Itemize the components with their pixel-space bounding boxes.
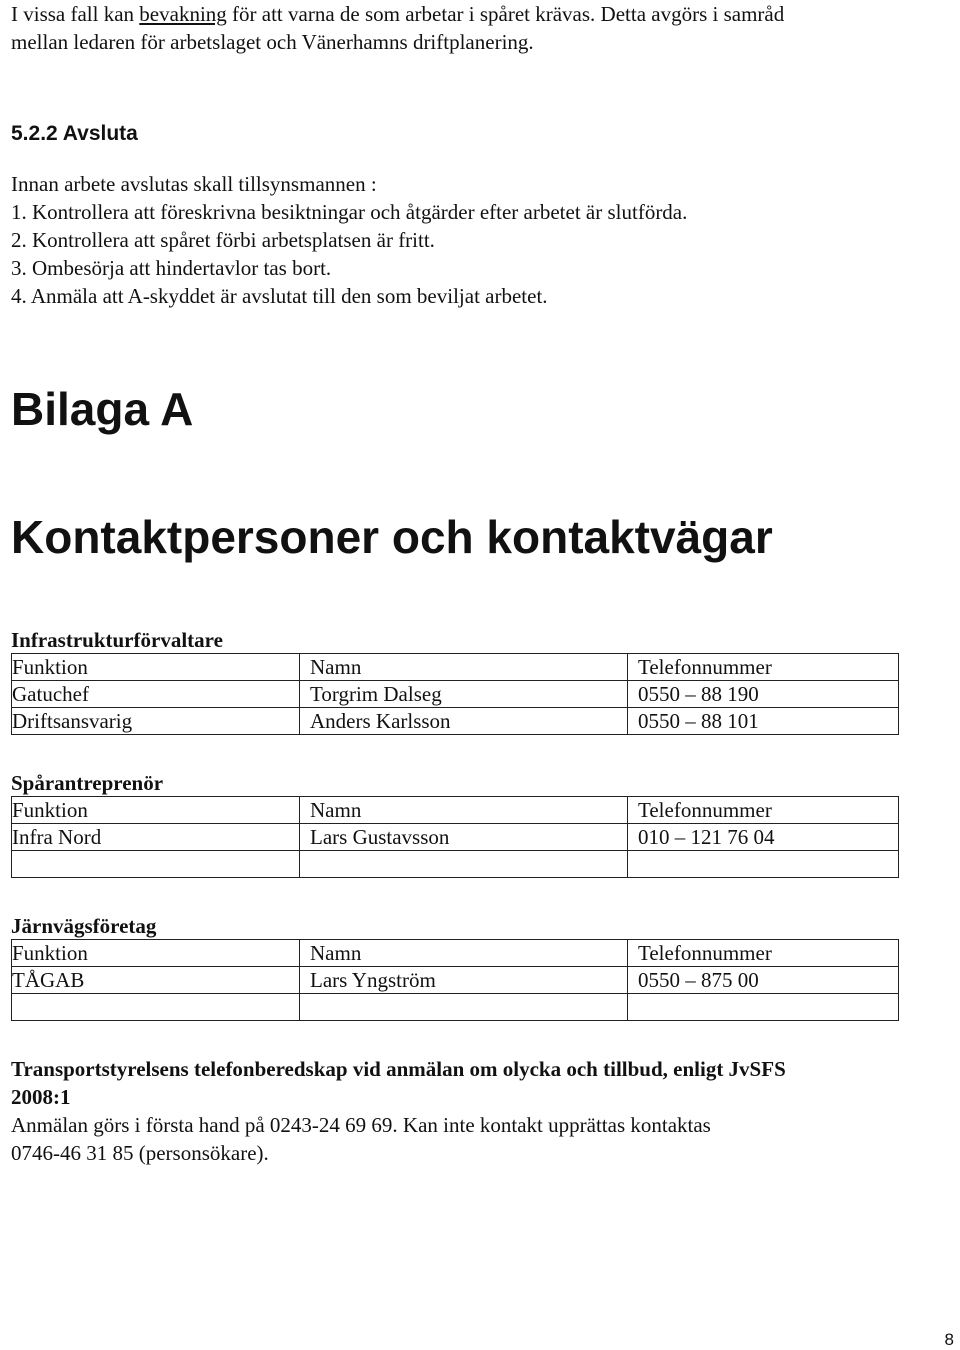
cell-funktion: Infra Nord bbox=[12, 824, 300, 851]
footer-title: Transportstyrelsens telefonberedskap vid anmälan om olycka och tillbud, enligt JvSFS bbox=[11, 1057, 786, 1081]
header-cell: Telefonnummer bbox=[628, 940, 899, 967]
table-row bbox=[12, 851, 899, 878]
table-row bbox=[12, 967, 899, 994]
header-cell: Telefonnummer bbox=[628, 797, 899, 824]
table-header-row bbox=[12, 797, 899, 824]
header-cell: Namn bbox=[300, 797, 628, 824]
table-row bbox=[12, 681, 899, 708]
intro-paragraph bbox=[11, 0, 784, 56]
cell-telefon: 0550 – 88 101 bbox=[628, 708, 899, 735]
cell-namn bbox=[300, 994, 628, 1021]
footer-text: Anmälan görs i första hand på 0243-24 69 69. Kan inte kontakt upprättas kontaktas bbox=[11, 1113, 711, 1137]
steps-lead: Innan arbete avslutas skall tillsynsmannen : bbox=[11, 172, 377, 196]
intro-line-1: I vissa fall kan bevakning för att varna de som arbetar i spåret krävas. Detta avgörs i samråd bbox=[11, 2, 785, 26]
cell-telefon bbox=[628, 851, 899, 878]
cell-funktion bbox=[12, 994, 300, 1021]
table-title-jarnvagsforetag: Järnvägsföretag bbox=[11, 914, 157, 938]
footer-block bbox=[11, 1055, 911, 1167]
header-cell: Namn bbox=[300, 940, 628, 967]
cell-namn: Torgrim Dalseg bbox=[300, 681, 628, 708]
table-header-row bbox=[12, 654, 899, 681]
section-heading: 5.2.2 Avsluta bbox=[11, 122, 138, 145]
cell-telefon: 0550 – 88 190 bbox=[628, 681, 899, 708]
footer-text-cont: 0746-46 31 85 (personsökare). bbox=[11, 1141, 269, 1165]
header-cell: Telefonnummer bbox=[628, 654, 899, 681]
cell-funktion: TÅGAB bbox=[12, 967, 300, 994]
table-row bbox=[12, 994, 899, 1021]
contact-table-jarnvagsforetag bbox=[11, 939, 899, 1021]
bevakning-link[interactable]: bevakning bbox=[139, 2, 227, 26]
step-item: 3. Ombesörja att hindertavlor tas bort. bbox=[11, 256, 332, 280]
intro-line-2: mellan ledaren för arbetslaget och Vänerhamns driftplanering. bbox=[11, 30, 534, 54]
footer-title-cont: 2008:1 bbox=[11, 1085, 71, 1109]
appendix-subtitle: Kontaktpersoner och kontaktvägar bbox=[11, 511, 773, 563]
contact-table-infrastruktur bbox=[11, 653, 899, 735]
cell-namn: Lars Gustavsson bbox=[300, 824, 628, 851]
appendix-title: Bilaga A bbox=[11, 383, 194, 435]
cell-funktion: Driftsansvarig bbox=[12, 708, 300, 735]
cell-funktion bbox=[12, 851, 300, 878]
page-number: 8 bbox=[944, 1330, 954, 1349]
cell-namn bbox=[300, 851, 628, 878]
table-header-row bbox=[12, 940, 899, 967]
cell-namn: Lars Yngström bbox=[300, 967, 628, 994]
table-row bbox=[12, 824, 899, 851]
header-cell: Funktion bbox=[12, 654, 300, 681]
contact-table-sparantreprenor bbox=[11, 796, 899, 878]
table-title-sparantreprenor: Spårantreprenör bbox=[11, 771, 164, 795]
cell-funktion: Gatuchef bbox=[12, 681, 300, 708]
cell-telefon: 0550 – 875 00 bbox=[628, 967, 899, 994]
cell-telefon: 010 – 121 76 04 bbox=[628, 824, 899, 851]
table-title-infrastruktur: Infrastrukturförvaltare bbox=[11, 628, 223, 652]
step-item: 2. Kontrollera att spåret förbi arbetsplatsen är fritt. bbox=[11, 228, 435, 252]
steps-block bbox=[11, 170, 687, 310]
cell-namn: Anders Karlsson bbox=[300, 708, 628, 735]
header-cell: Funktion bbox=[12, 940, 300, 967]
table-row bbox=[12, 708, 899, 735]
step-item: 4. Anmäla att A-skyddet är avslutat till den som beviljat arbetet. bbox=[11, 284, 548, 308]
cell-telefon bbox=[628, 994, 899, 1021]
step-item: 1. Kontrollera att föreskrivna besiktningar och åtgärder efter arbetet är slutförda. bbox=[11, 200, 688, 224]
header-cell: Namn bbox=[300, 654, 628, 681]
header-cell: Funktion bbox=[12, 797, 300, 824]
